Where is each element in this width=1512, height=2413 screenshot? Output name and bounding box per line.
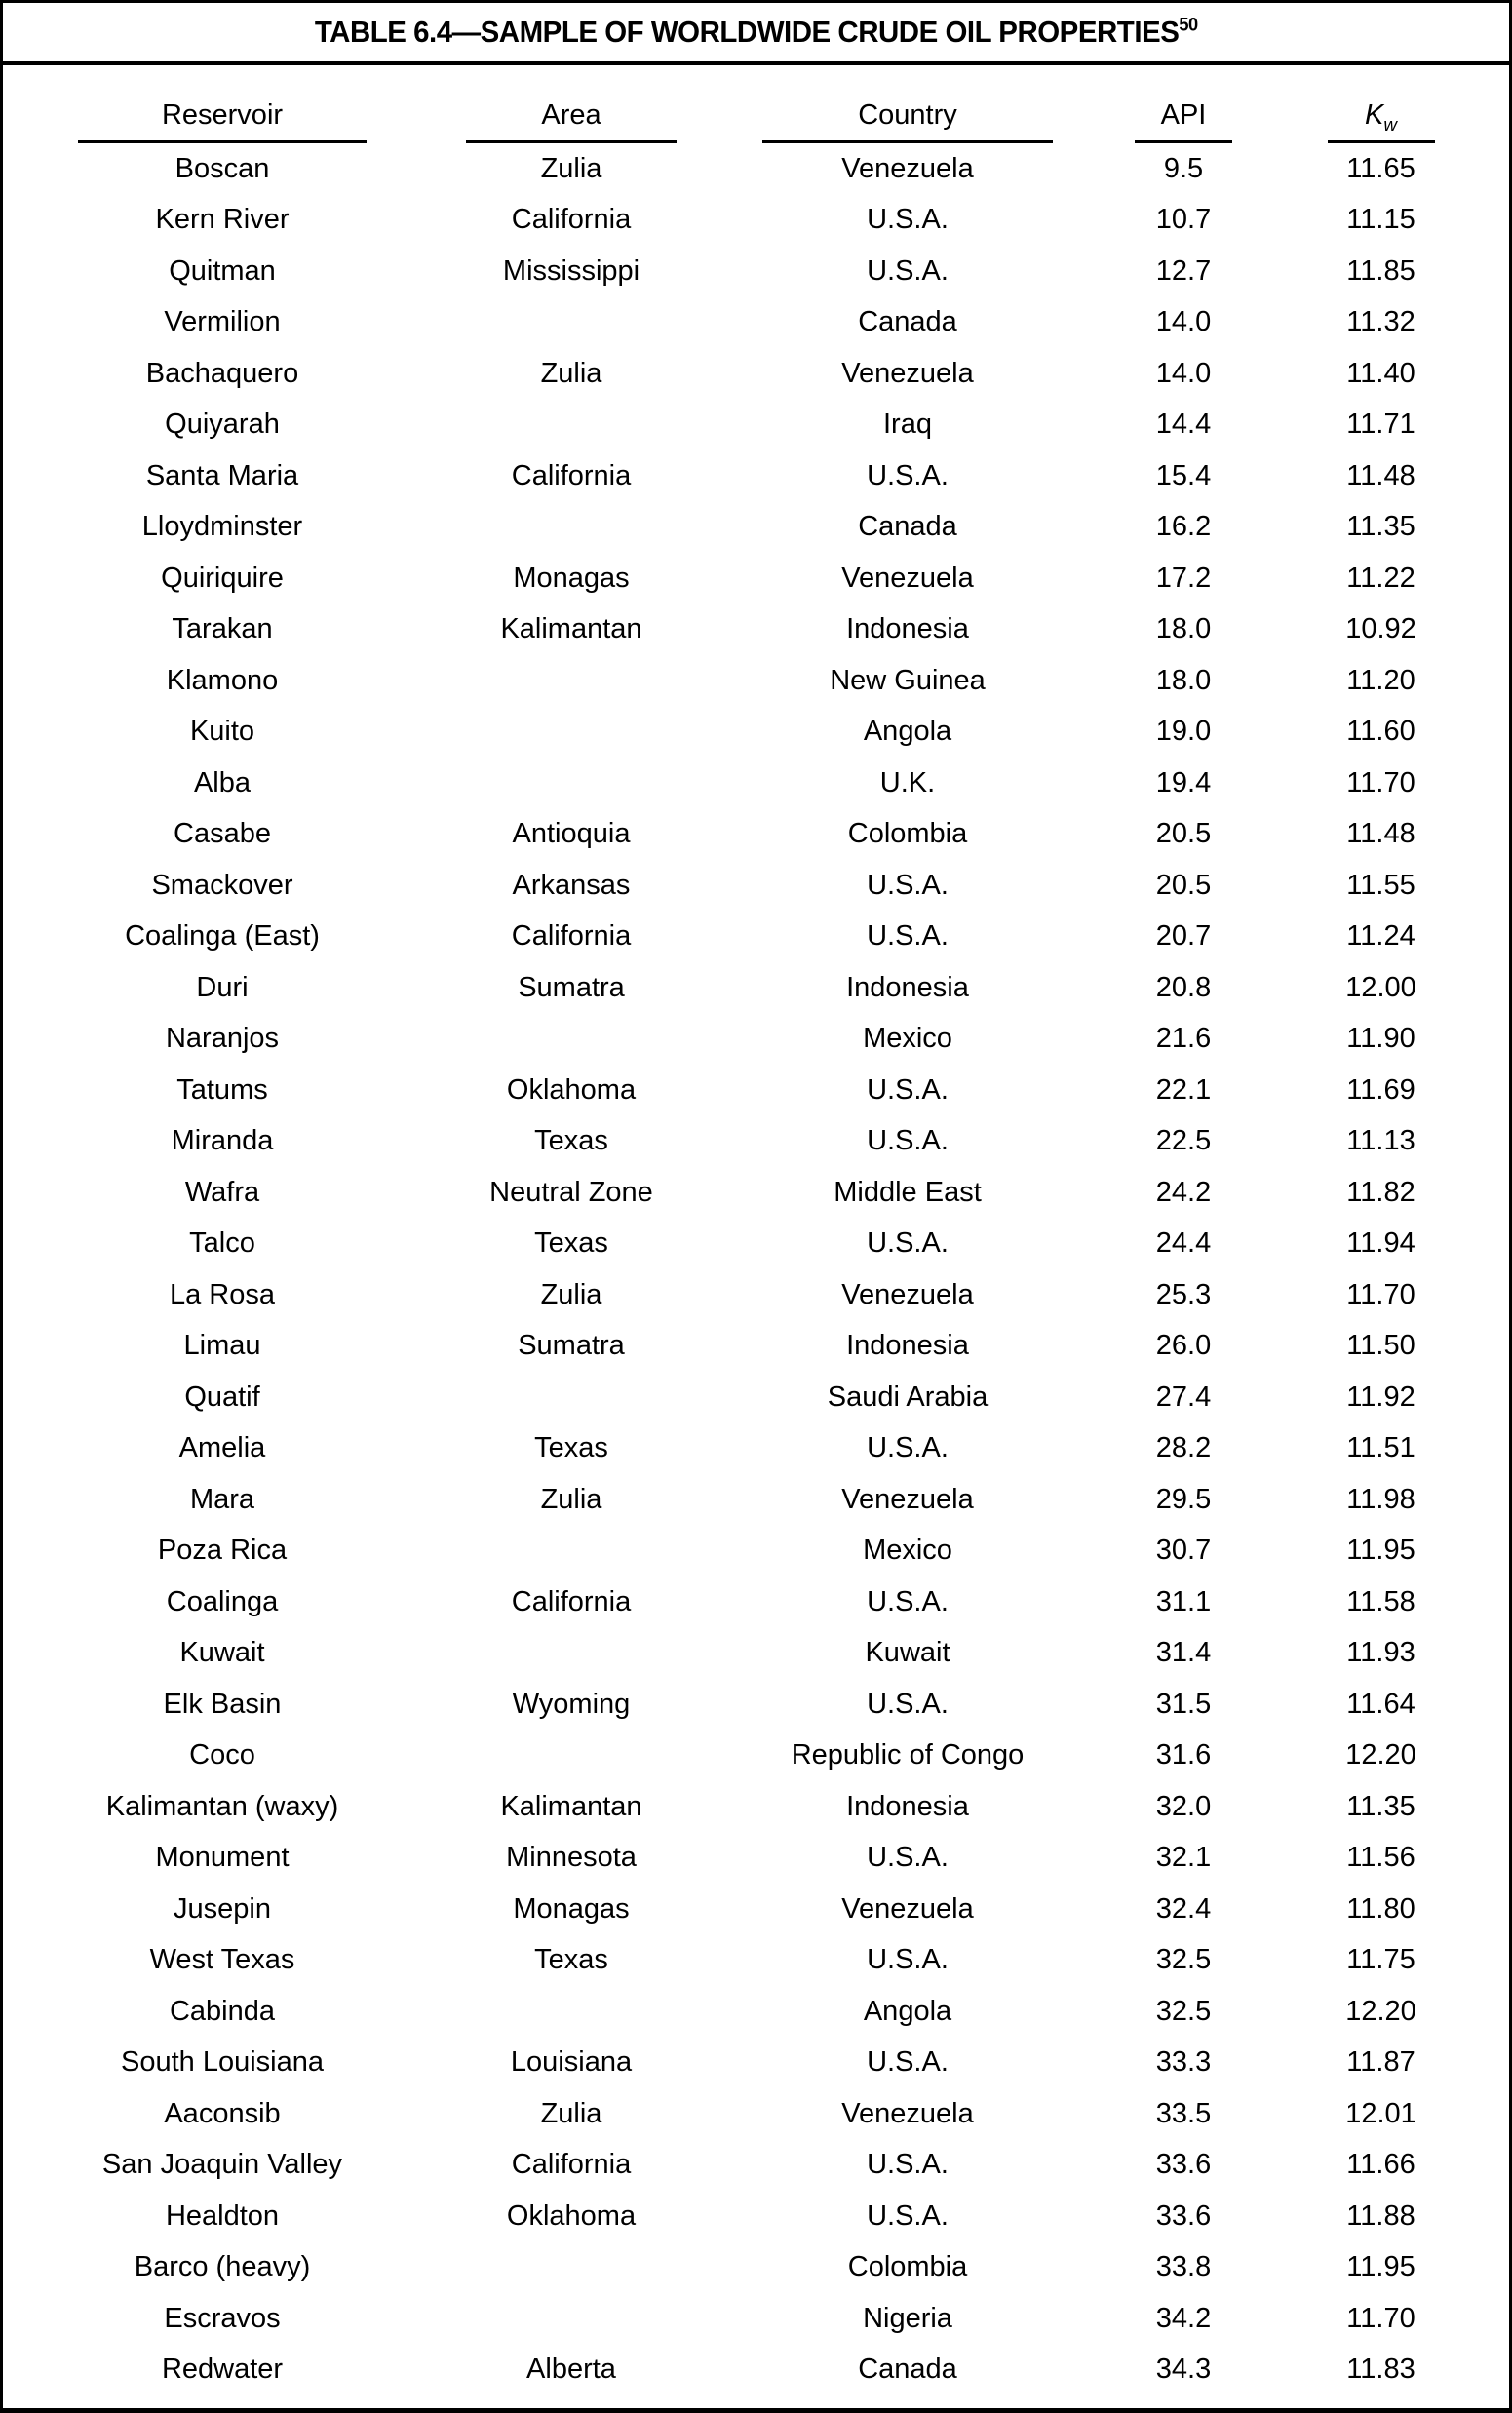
- table-row: [3, 1576, 1509, 1628]
- area-cell: Louisiana: [510, 2046, 633, 2079]
- reservoir-cell: San Joaquin Valley: [101, 2149, 343, 2181]
- country-cell: Middle East: [834, 1176, 982, 1208]
- table-row: [3, 450, 1509, 502]
- api-cell: 18.0: [1155, 613, 1212, 645]
- area-cell: Oklahoma: [506, 2199, 637, 2232]
- api-cell: 33.6: [1155, 2199, 1212, 2232]
- reservoir-cell: Talco: [189, 1227, 255, 1260]
- kw-cell: 11.82: [1346, 1176, 1415, 1208]
- area-cell: Mississippi: [502, 254, 640, 287]
- api-cell: 12.7: [1155, 254, 1212, 287]
- kw-cell: 11.65: [1346, 152, 1415, 184]
- table-row: [3, 1423, 1509, 1475]
- api-cell: 31.4: [1155, 1637, 1212, 1669]
- area-cell: [442, 758, 701, 809]
- reservoir-cell: Quiyarah: [165, 409, 280, 441]
- api-cell: 34.3: [1155, 2354, 1212, 2386]
- reservoir-cell: La Rosa: [169, 1278, 275, 1310]
- reservoir-cell: Wafra: [184, 1176, 260, 1208]
- api-cell: 14.0: [1155, 357, 1212, 389]
- table-row: [3, 348, 1509, 400]
- table-row: [3, 1269, 1509, 1321]
- reservoir-cell: South Louisiana: [121, 2046, 324, 2079]
- api-cell: 33.5: [1155, 2097, 1212, 2129]
- table-row: [3, 1065, 1509, 1116]
- table-row: [3, 195, 1509, 247]
- area-cell: Zulia: [540, 1483, 602, 1515]
- table-title-text: TABLE 6.4—SAMPLE OF WORLDWIDE CRUDE OIL PROPERTIES: [314, 15, 1180, 49]
- kw-cell: 11.66: [1346, 2149, 1415, 2181]
- country-cell: Indonesia: [846, 1330, 969, 1362]
- table-header: [3, 65, 1509, 143]
- api-cell: 20.5: [1155, 869, 1212, 901]
- area-cell: California: [511, 920, 632, 953]
- kw-cell: 11.85: [1346, 254, 1415, 287]
- area-cell: Wyoming: [512, 1688, 631, 1720]
- area-cell: Zulia: [540, 1278, 602, 1310]
- column-header-reservoir: [3, 65, 442, 143]
- country-cell: Venezuela: [841, 1278, 974, 1310]
- reservoir-cell: Alba: [193, 766, 252, 798]
- table-row: [3, 2293, 1509, 2345]
- country-cell: Indonesia: [846, 971, 969, 1003]
- api-cell: 32.5: [1155, 1995, 1212, 2027]
- area-cell: Texas: [534, 1944, 608, 1976]
- table-row: [3, 1986, 1509, 2038]
- kw-cell: 11.88: [1346, 2199, 1415, 2232]
- api-cell: 33.6: [1155, 2149, 1212, 2181]
- area-cell: California: [511, 204, 632, 236]
- kw-label-base: K: [1365, 99, 1384, 131]
- column-header-kw: [1253, 65, 1509, 143]
- table-row: [3, 502, 1509, 554]
- reservoir-cell: Klamono: [166, 664, 279, 696]
- country-cell: U.S.A.: [867, 1432, 949, 1464]
- table-row: [3, 553, 1509, 604]
- header-rule-country: [762, 99, 1053, 143]
- reservoir-cell: Healdton: [165, 2199, 280, 2232]
- api-cell: 33.8: [1155, 2251, 1212, 2283]
- kw-cell: 11.80: [1346, 1892, 1415, 1925]
- column-header-area-label: Area: [541, 99, 601, 131]
- api-cell: 32.0: [1155, 1790, 1212, 1822]
- area-cell: Minnesota: [506, 1842, 637, 1874]
- reservoir-cell: Tatums: [176, 1073, 268, 1106]
- country-cell: Nigeria: [863, 2302, 952, 2334]
- area-cell: [442, 1372, 701, 1423]
- table-row: [3, 1833, 1509, 1885]
- area-cell: Neutral Zone: [489, 1176, 653, 1208]
- table-row: [3, 860, 1509, 912]
- kw-cell: 11.83: [1346, 2354, 1415, 2386]
- country-cell: U.S.A.: [867, 2046, 949, 2079]
- country-cell: Canada: [858, 511, 957, 543]
- country-cell: Venezuela: [841, 357, 974, 389]
- reservoir-cell: Tarakan: [172, 613, 273, 645]
- area-cell: Monagas: [513, 562, 630, 594]
- api-cell: 17.2: [1155, 562, 1212, 594]
- api-cell: 28.2: [1155, 1432, 1212, 1464]
- reservoir-cell: Kuwait: [179, 1637, 265, 1669]
- area-cell: California: [511, 459, 632, 491]
- kw-cell: 11.92: [1346, 1381, 1415, 1413]
- country-cell: Venezuela: [841, 152, 974, 184]
- table-row: [3, 2140, 1509, 2192]
- reservoir-cell: Miranda: [171, 1125, 274, 1157]
- area-cell: [442, 1731, 701, 1782]
- reservoir-cell: Coco: [189, 1739, 255, 1771]
- table-row: [3, 1781, 1509, 1833]
- table-row: [3, 1321, 1509, 1373]
- table-row: [3, 2038, 1509, 2089]
- api-cell: 34.2: [1155, 2302, 1212, 2334]
- country-cell: Angola: [863, 1995, 952, 2027]
- country-cell: U.S.A.: [867, 1842, 949, 1874]
- reservoir-cell: Barco (heavy): [134, 2251, 311, 2283]
- country-cell: U.S.A.: [867, 1227, 949, 1260]
- area-cell: [442, 502, 701, 554]
- reservoir-cell: West Texas: [149, 1944, 295, 1976]
- kw-cell: 11.56: [1346, 1842, 1415, 1874]
- country-cell: Venezuela: [841, 2097, 974, 2129]
- area-cell: Antioquia: [512, 818, 631, 850]
- country-cell: Angola: [863, 716, 952, 748]
- kw-cell: 11.22: [1346, 562, 1415, 594]
- api-cell: 21.6: [1155, 1023, 1212, 1055]
- reservoir-cell: Quatif: [184, 1381, 260, 1413]
- api-cell: 27.4: [1155, 1381, 1212, 1413]
- area-cell: Alberta: [526, 2354, 616, 2386]
- column-header-area: [442, 65, 701, 143]
- table-title-superscript: 50: [1179, 15, 1198, 36]
- reservoir-cell: Coalinga (East): [125, 920, 320, 953]
- reservoir-cell: Monument: [155, 1842, 290, 1874]
- table-title: [315, 15, 1198, 50]
- table-row: [3, 1372, 1509, 1423]
- kw-cell: 11.70: [1346, 1278, 1415, 1310]
- reservoir-cell: Redwater: [161, 2354, 284, 2386]
- kw-cell: 11.32: [1346, 306, 1415, 338]
- column-header-api: [1114, 65, 1253, 143]
- area-cell: [442, 2242, 701, 2294]
- api-cell: 22.1: [1155, 1073, 1212, 1106]
- table-row: [3, 912, 1509, 963]
- kw-cell: 11.95: [1346, 1535, 1415, 1567]
- header-rule-reservoir: [78, 99, 367, 143]
- area-cell: [442, 297, 701, 349]
- kw-cell: 11.71: [1346, 409, 1415, 441]
- table-row: [3, 1628, 1509, 1680]
- country-cell: U.S.A.: [867, 1073, 949, 1106]
- api-cell: 14.0: [1155, 306, 1212, 338]
- kw-cell: 11.70: [1346, 766, 1415, 798]
- reservoir-cell: Bachaquero: [145, 357, 299, 389]
- reservoir-cell: Coalinga: [166, 1585, 279, 1617]
- kw-cell: 11.98: [1346, 1483, 1415, 1515]
- reservoir-cell: Poza Rica: [157, 1535, 288, 1567]
- kw-cell: 11.58: [1346, 1585, 1415, 1617]
- reservoir-cell: Kern River: [155, 204, 290, 236]
- table-row: [3, 2242, 1509, 2294]
- area-cell: Zulia: [540, 2097, 602, 2129]
- country-cell: Iraq: [883, 409, 932, 441]
- area-cell: Zulia: [540, 152, 602, 184]
- api-cell: 16.2: [1155, 511, 1212, 543]
- reservoir-cell: Limau: [183, 1330, 261, 1362]
- api-cell: 22.5: [1155, 1125, 1212, 1157]
- api-cell: 20.7: [1155, 920, 1212, 953]
- area-cell: Texas: [534, 1227, 608, 1260]
- area-cell: [442, 2293, 701, 2345]
- table-row: [3, 1526, 1509, 1577]
- country-cell: Republic of Congo: [791, 1739, 1025, 1771]
- reservoir-cell: Quitman: [169, 254, 276, 287]
- area-cell: Texas: [534, 1125, 608, 1157]
- country-cell: Venezuela: [841, 1892, 974, 1925]
- kw-cell: 11.55: [1346, 869, 1415, 901]
- reservoir-cell: Vermilion: [164, 306, 281, 338]
- api-cell: 33.3: [1155, 2046, 1212, 2079]
- kw-cell: 11.50: [1346, 1330, 1415, 1362]
- header-rule-kw: [1328, 99, 1435, 143]
- table-row: [3, 1014, 1509, 1066]
- table-row: [3, 297, 1509, 349]
- area-cell: Kalimantan: [500, 613, 642, 645]
- table-row: [3, 400, 1509, 451]
- area-cell: California: [511, 2149, 632, 2181]
- country-cell: Saudi Arabia: [827, 1381, 989, 1413]
- api-cell: 24.4: [1155, 1227, 1212, 1260]
- reservoir-cell: Naranjos: [165, 1023, 280, 1055]
- area-cell: [442, 655, 701, 707]
- api-cell: 20.8: [1155, 971, 1212, 1003]
- table-row: [3, 1884, 1509, 1935]
- kw-cell: 11.20: [1346, 664, 1415, 696]
- api-cell: 31.1: [1155, 1585, 1212, 1617]
- reservoir-cell: Amelia: [178, 1432, 266, 1464]
- api-cell: 9.5: [1163, 152, 1204, 184]
- api-cell: 25.3: [1155, 1278, 1212, 1310]
- area-cell: [442, 1014, 701, 1066]
- area-cell: [442, 1986, 701, 2038]
- table-row: [3, 1935, 1509, 1987]
- country-cell: Venezuela: [841, 1483, 974, 1515]
- api-cell: 32.5: [1155, 1944, 1212, 1976]
- table-row: [3, 809, 1509, 861]
- area-cell: [442, 400, 701, 451]
- api-cell: 24.2: [1155, 1176, 1212, 1208]
- reservoir-cell: Duri: [196, 971, 249, 1003]
- kw-label-subscript: w: [1383, 113, 1397, 135]
- kw-cell: 11.87: [1346, 2046, 1415, 2079]
- table-row: [3, 2088, 1509, 2140]
- reservoir-cell: Jusepin: [174, 1892, 271, 1925]
- country-cell: Indonesia: [846, 1790, 969, 1822]
- area-cell: Arkansas: [512, 869, 631, 901]
- table-row: [3, 2345, 1509, 2396]
- table-row: [3, 1679, 1509, 1731]
- reservoir-cell: Lloydminster: [141, 511, 303, 543]
- country-cell: Mexico: [863, 1535, 952, 1567]
- country-cell: Indonesia: [846, 613, 969, 645]
- table-row: [3, 1167, 1509, 1219]
- reservoir-cell: Elk Basin: [163, 1688, 282, 1720]
- table-title-bar: [3, 3, 1509, 65]
- api-cell: 31.5: [1155, 1688, 1212, 1720]
- api-cell: 20.5: [1155, 818, 1212, 850]
- kw-cell: 12.01: [1345, 2097, 1416, 2129]
- crude-oil-properties-table: [3, 65, 1509, 2395]
- table-row: [3, 604, 1509, 656]
- api-cell: 19.4: [1155, 766, 1212, 798]
- country-cell: Venezuela: [841, 562, 974, 594]
- table-body: [3, 143, 1509, 2395]
- reservoir-cell: Kuito: [189, 716, 255, 748]
- kw-cell: 11.24: [1346, 920, 1415, 953]
- country-cell: Colombia: [847, 2251, 968, 2283]
- kw-cell: 11.13: [1346, 1125, 1415, 1157]
- column-header-country-label: Country: [858, 99, 957, 131]
- api-cell: 26.0: [1155, 1330, 1212, 1362]
- area-cell: [442, 1628, 701, 1680]
- kw-cell: 11.75: [1346, 1944, 1415, 1976]
- area-cell: Zulia: [540, 357, 602, 389]
- kw-cell: 11.95: [1346, 2251, 1415, 2283]
- area-cell: Sumatra: [518, 1330, 625, 1362]
- kw-cell: 11.48: [1346, 818, 1415, 850]
- table-row: [3, 246, 1509, 297]
- country-cell: Kuwait: [865, 1637, 950, 1669]
- table-row: [3, 1731, 1509, 1782]
- api-cell: 32.4: [1155, 1892, 1212, 1925]
- country-cell: U.S.A.: [867, 1125, 949, 1157]
- country-cell: U.S.A.: [867, 204, 949, 236]
- kw-cell: 11.60: [1346, 716, 1415, 748]
- column-header-country: [701, 65, 1114, 143]
- table-row: [3, 143, 1509, 195]
- kw-cell: 11.69: [1346, 1073, 1415, 1106]
- country-cell: Canada: [858, 2354, 957, 2386]
- country-cell: U.S.A.: [867, 920, 949, 953]
- reservoir-cell: Escravos: [164, 2302, 281, 2334]
- reservoir-cell: Cabinda: [169, 1995, 276, 2027]
- header-rule-api: [1135, 99, 1232, 143]
- country-cell: U.S.A.: [867, 1585, 949, 1617]
- column-header-reservoir-label: Reservoir: [161, 99, 284, 131]
- reservoir-cell: Santa Maria: [145, 459, 299, 491]
- area-cell: Texas: [534, 1432, 608, 1464]
- kw-cell: 11.94: [1346, 1227, 1415, 1260]
- api-cell: 30.7: [1155, 1535, 1212, 1567]
- kw-cell: 11.93: [1346, 1637, 1415, 1669]
- header-rule-area: [466, 99, 677, 143]
- kw-cell: 11.48: [1346, 459, 1415, 491]
- country-cell: U.S.A.: [867, 2149, 949, 2181]
- table-row: [3, 962, 1509, 1014]
- kw-cell: 11.90: [1346, 1023, 1415, 1055]
- table-row: [3, 655, 1509, 707]
- table-row: [3, 758, 1509, 809]
- reservoir-cell: Kalimantan (waxy): [105, 1790, 339, 1822]
- reservoir-cell: Quiriquire: [161, 562, 284, 594]
- country-cell: U.S.A.: [867, 1688, 949, 1720]
- area-cell: Oklahoma: [506, 1073, 637, 1106]
- reservoir-cell: Casabe: [174, 818, 271, 850]
- country-cell: U.S.A.: [867, 459, 949, 491]
- kw-cell: 10.92: [1345, 613, 1416, 645]
- api-cell: 18.0: [1155, 664, 1212, 696]
- area-cell: Kalimantan: [500, 1790, 642, 1822]
- api-cell: 19.0: [1155, 716, 1212, 748]
- country-cell: U.S.A.: [867, 254, 949, 287]
- kw-cell: 11.35: [1346, 1790, 1415, 1822]
- api-cell: 32.1: [1155, 1842, 1212, 1874]
- country-cell: Colombia: [847, 818, 968, 850]
- area-cell: Sumatra: [518, 971, 625, 1003]
- kw-cell: 11.15: [1346, 204, 1415, 236]
- area-cell: Monagas: [513, 1892, 630, 1925]
- country-cell: U.S.A.: [867, 2199, 949, 2232]
- api-cell: 14.4: [1155, 409, 1212, 441]
- api-cell: 29.5: [1155, 1483, 1212, 1515]
- table-row: [3, 1219, 1509, 1270]
- reservoir-cell: Aaconsib: [164, 2097, 281, 2129]
- kw-cell: 12.00: [1345, 971, 1416, 1003]
- table-row: [3, 1116, 1509, 1168]
- area-cell: [442, 1526, 701, 1577]
- kw-cell: 12.20: [1345, 1995, 1416, 2027]
- column-header-kw-label: [1365, 99, 1397, 135]
- country-cell: New Guinea: [830, 664, 986, 696]
- kw-cell: 11.51: [1346, 1432, 1415, 1464]
- reservoir-cell: Mara: [189, 1483, 255, 1515]
- country-cell: Canada: [858, 306, 957, 338]
- country-cell: U.K.: [879, 766, 936, 798]
- table-row: [3, 1474, 1509, 1526]
- kw-cell: 11.70: [1346, 2302, 1415, 2334]
- reservoir-cell: Boscan: [174, 152, 270, 184]
- api-cell: 10.7: [1155, 204, 1212, 236]
- api-cell: 15.4: [1155, 459, 1212, 491]
- kw-cell: 11.40: [1346, 357, 1415, 389]
- header-row: [3, 65, 1509, 143]
- country-cell: U.S.A.: [867, 1944, 949, 1976]
- api-cell: 31.6: [1155, 1739, 1212, 1771]
- country-cell: U.S.A.: [867, 869, 949, 901]
- area-cell: California: [511, 1585, 632, 1617]
- kw-cell: 11.64: [1346, 1688, 1415, 1720]
- area-cell: [442, 707, 701, 759]
- column-header-api-label: API: [1160, 99, 1207, 131]
- reservoir-cell: Smackover: [151, 869, 293, 901]
- country-cell: Mexico: [863, 1023, 952, 1055]
- table-row: [3, 2191, 1509, 2242]
- kw-cell: 11.35: [1346, 511, 1415, 543]
- kw-cell: 12.20: [1345, 1739, 1416, 1771]
- table-row: [3, 707, 1509, 759]
